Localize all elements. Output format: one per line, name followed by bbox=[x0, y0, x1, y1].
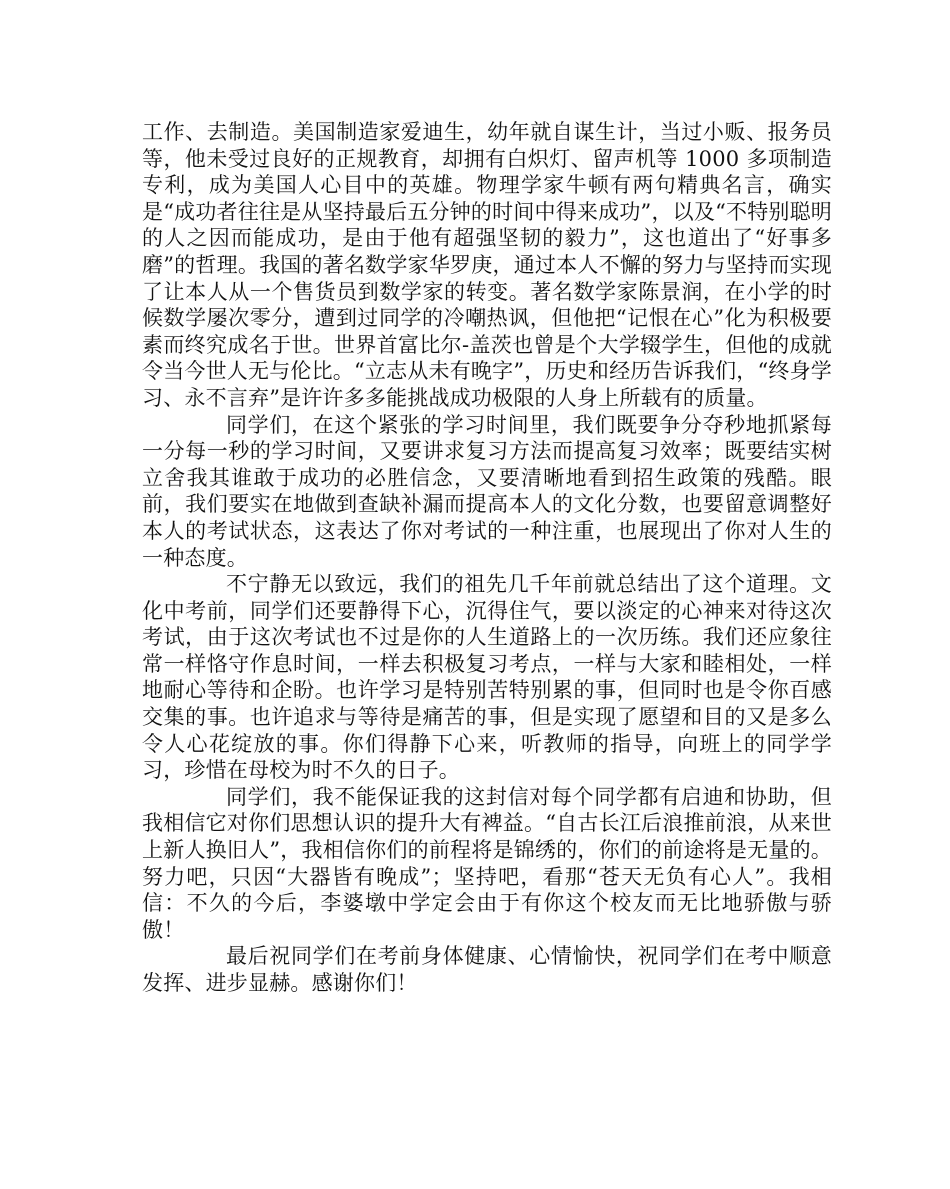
paragraph-5: 最后祝同学们在考前身体健康、心情愉快，祝同学们在考中顺意发挥、进步显赫。感谢你们！ bbox=[142, 944, 832, 995]
paragraph-2: 同学们，在这个紧张的学习时间里，我们既要争分夺秒地抓紧每一分每一秒的学习时间，又要讲求复习方法而提高复习效率；既要结实树立舍我其谁敢于成功的必胜信念，又要清晰地看到招生政策的残酷。眼前，我们要实在地做到查缺补漏而提高本人的文化分数，也要留意调整好本人的考试状态，这表达了你对考试的一种注重，也展现出了你对人生的一种态度。 bbox=[142, 412, 832, 570]
paragraph-1: 工作、去制造。美国制造家爱迪生，幼年就自谋生计，当过小贩、报务员等，他未受过良好的正规教育，却拥有白炽灯、留声机等 1000 多项制造专利，成为美国人心目中的英雄。物理学家牛顿有两句精典名言，确实是“成功者往往是从坚持最后五分钟的时间中得来成功”，以及“不特别聪明的人之因而能成功，是由于他有超强坚韧的毅力”，这也道出了“好事多磨”的哲理。我国的著名数学家华罗庚，通过本人不懈的努力与坚持而实现了让本人从一个售货员到数学家的转变。著名数学家陈景润，在小学的时候数学屡次零分，遭到过同学的冷嘲热讽，但他把“记恨在心”化为积极要素而终究成名于世。世界首富比尔-盖茨也曾是个大学辍学生，但他的成就令当今世人无与伦比。“立志从未有晚字”，历史和经历告诉我们，“终身学习、永不言弃”是许许多多能挑战成功极限的人身上所载有的质量。 bbox=[142, 120, 833, 410]
paragraph-3: 不宁静无以致远，我们的祖先几千年前就总结出了这个道理。文化中考前，同学们还要静得下心，沉得住气，要以淡定的心神来对待这次考试，由于这次考试也不过是你的人生道路上的一次历练。我们还应象往常一样恪守作息时间，一样去积极复习考点，一样与大家和睦相处，一样地耐心等待和企盼。也许学习是特别苦特别累的事，但同时也是令你百感交集的事。也许追求与等待是痛苦的事，但是实现了愿望和目的又是多么令人心花绽放的事。你们得静下心来，听教师的指导，向班上的同学学习，珍惜在母校为时不久的日子。 bbox=[142, 572, 832, 783]
document-body bbox=[142, 119, 832, 997]
paragraph-4: 同学们，我不能保证我的这封信对每个同学都有启迪和协助，但我相信它对你们思想认识的提升大有裨益。“自古长江后浪推前浪，从来世上新人换旧人”，我相信你们的前程将是锦绣的，你们的前途将是无量的。努力吧，只因“大器皆有晚成”；坚持吧，看那“苍天无负有心人”。我相信：不久的今后，李婆墩中学定会由于有你这个校友而无比地骄傲与骄傲！ bbox=[142, 784, 832, 942]
